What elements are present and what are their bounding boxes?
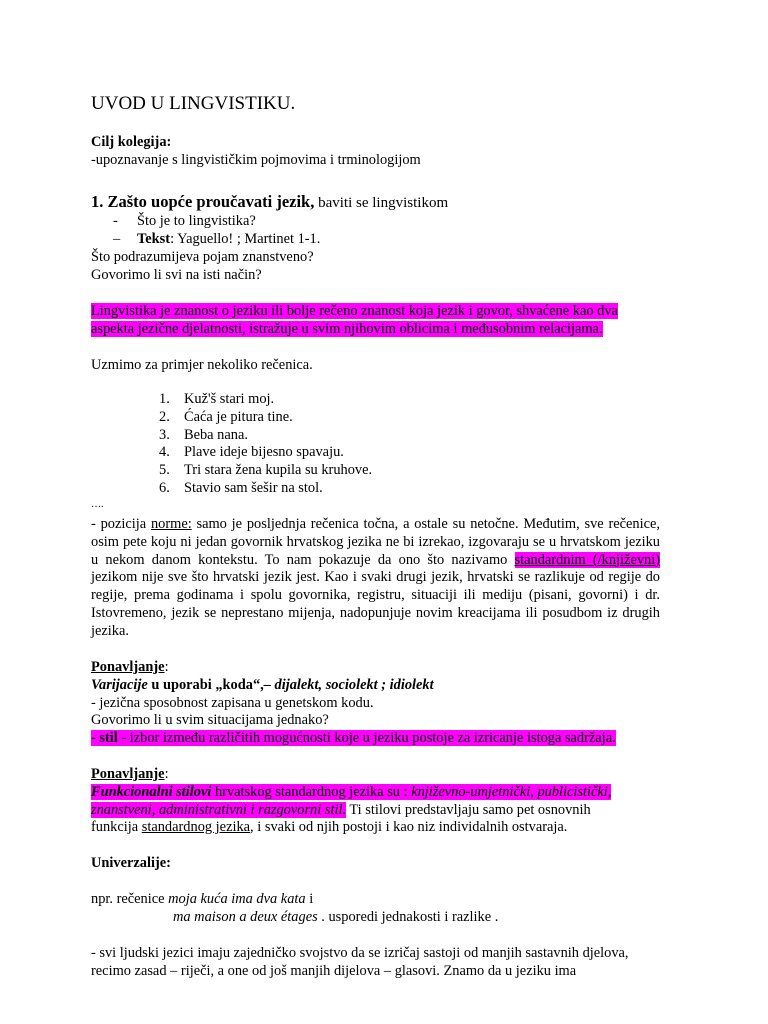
course-goal [91, 134, 660, 170]
question-2: Govorimo li svi na isti način? [91, 266, 262, 283]
repeat-2-label: Ponavljanje [91, 766, 165, 782]
section-1-item-2-text: : Yaguello! ; Martinet 1-1. [170, 231, 321, 247]
list-item: 4. Plave ideje bijesno spavaju. [159, 444, 344, 461]
section-1-questions [91, 249, 660, 285]
repeat-1-line-3: Govorimo li u svim situacijama jednako? [91, 712, 329, 729]
list-item: 6. Stavio sam šešir na stol. [159, 479, 323, 496]
list-item: 2. Ćaća je pitura tine. [159, 408, 293, 425]
course-goal-text: -upoznavanje s lingvističkim pojmovima i trminologijom [91, 151, 421, 168]
section-1-item-2-label: Tekst [137, 231, 171, 247]
universals-example-2: ma maison a deux étages . usporedi jednakosti i razlike . [173, 909, 499, 925]
stil-definition: - izbor između različitih mogućnosti koje u jeziku postoje za izricanje istoga sadržaja. [117, 730, 616, 747]
standard-term: standardnim (/književni) [514, 551, 660, 568]
examples-list [159, 391, 372, 498]
repeat-section-1: Ponavljanje: Varijacije u uporabi „koda“,– dijalekt, sociolekt ; idiolekt - jezična sposobnost zapisana u genetskom kodu. Govorimo li u svim situacijama jednako? - stil - izbor između različitih mogućnosti koje u jeziku postoje za izricanje istoga sadržaja. [91, 659, 660, 748]
section-1-item-1: - Što je to lingvistika? [113, 213, 256, 229]
definition-paragraph [91, 303, 660, 339]
repeat-section-2: Ponavljanje: Funkcionalni stilovi hrvatskog standardnog jezika su : književno-umjetnički, publicistički, znanstveni, administrativni i razgovorni stil. Ti stilovi predstavljaju samo pet osnovnih funkcija standardnog jezika, i svaki od njih postoji i kao niz individalnih ostvaraja. [91, 766, 612, 836]
course-goal-label: Cilj kolegija: [91, 134, 172, 150]
functional-styles-term: Funkcionalni stilovi [91, 783, 212, 800]
document-title: UVOD U LINGVISTIKU. [91, 93, 296, 114]
ellipsis: …. [91, 499, 104, 510]
variations-term: Varijacije [91, 676, 148, 693]
section-1-item-2: – Tekst: Yaguello! ; Martinet 1-1. [113, 231, 321, 247]
norm-paragraph: - pozicija norme: samo je posljednja rečenica točna, a ostale su netočne. Međutim, sve rečenice, osim pete koju ni jedan govornik hrvatskog jezika ne bi izrekao, izgovaraju se u hrvatskom jeziku u nekom danom kontekstu. To nam pokazuje da ono što nazivamo standardnim (/književni) jezikom nije sve što hrvatski jezik jest. Kao i svaki drugi jezik, hrvatski se razlikuje od regije do regije, prema godinama i spolu govornika, registru, situaciji ili mediju (pisani, govorni) i dr. Istovremeno, jezik se neprestano mijenja, nadopunjuje novim kreacijama ili posudbom iz drugih jezika. [91, 516, 660, 639]
definition-line-1: Lingvistika je znanost o jeziku ili bolje rečeno znanost koja jezik i govor, shvaćene kao dva [91, 303, 618, 319]
standard-language-term: standardnog jezika [141, 819, 251, 836]
repeat-1-line-2: - jezična sposobnost zapisana u genetskom kodu. [91, 694, 374, 711]
repeat-1-label: Ponavljanje [91, 659, 165, 675]
section-1-heading [91, 193, 660, 213]
norm-term: norme: [150, 516, 192, 532]
section-1-heading-rest: baviti se lingvistikom [314, 195, 449, 211]
definition-line-2: aspekta jezične djelatnosti, istražuje u svim njihovim oblicima i međusobnim relacijama. [91, 320, 603, 337]
universals-paragraph: - svi ljudski jezici imaju zajedničko svojstvo da se izričaj sastoji od manjih sastavnih djelova, recimo zasad – riječi, a one od još manjih dijelova – glasovi. Znamo da u jeziku ima [91, 945, 629, 979]
universals-example-1: npr. rečenice moja kuća ima dva kata i [91, 891, 314, 907]
list-item: 1. Kuž'š stari moj. [159, 391, 275, 407]
list-item: 3. Beba nana. [159, 426, 248, 443]
stil-term: stil [99, 730, 118, 747]
universals-label: Univerzalije: [91, 855, 171, 871]
section-1-heading-bold: 1. Zašto uopće proučavati jezik, [91, 192, 315, 211]
examples-intro: Uzmimo za primjer nekoliko rečenica. [91, 357, 313, 373]
question-1: Što podrazumijeva pojam znanstveno? [91, 249, 314, 265]
section-1-item-1-text: Što je to lingvistika? [137, 213, 256, 229]
list-item: 5. Tri stara žena kupila su kruhove. [159, 462, 373, 479]
